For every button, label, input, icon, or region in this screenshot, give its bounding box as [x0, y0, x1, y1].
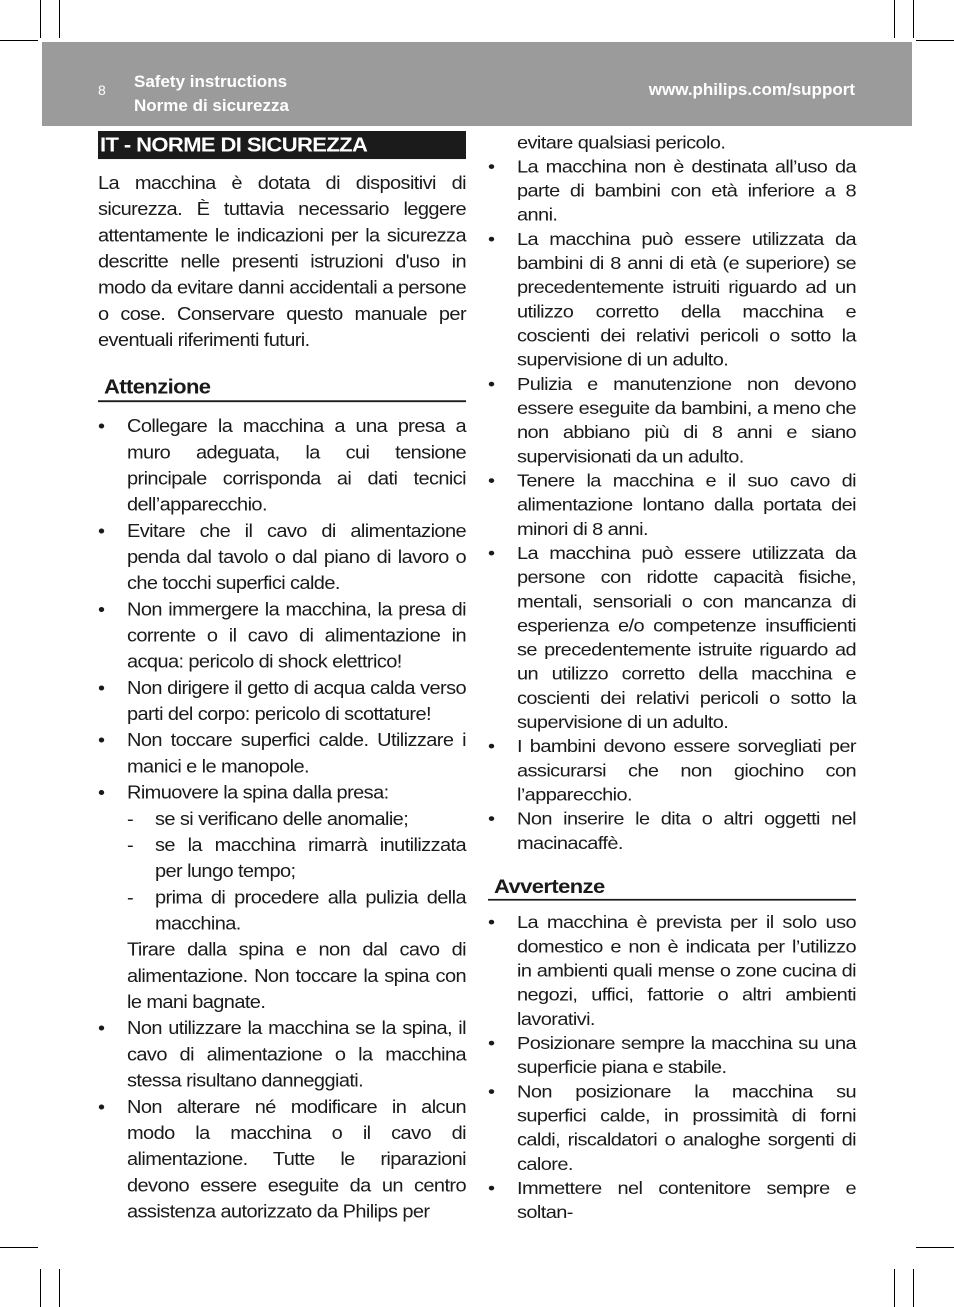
list-item: • Evitare che il cavo di alimentazione penda dal tavolo o dal piano di lavoro o che tocchi superfici calde.	[98, 518, 466, 597]
support-url[interactable]: www.philips.com/support	[648, 80, 855, 99]
left-column	[98, 131, 466, 1225]
crop-mark	[913, 0, 914, 38]
sub-list-item: - se la macchina rimarrà inutilizzata per lungo tempo;	[127, 832, 466, 884]
list-item: • Immettere nel contenitore sempre e soltan-	[488, 1177, 856, 1225]
crop-mark	[894, 1269, 895, 1307]
header-title-en: Safety instructions	[134, 72, 288, 91]
sub-note: Tirare dalla spina e non dal cavo di alimentazione. Non toccare la spina con le mani bagnate.	[127, 939, 466, 1013]
crop-mark	[894, 0, 895, 38]
sub-list-item: - prima di procedere alla pulizia della macchina.	[127, 885, 466, 937]
page-number: 8	[98, 82, 106, 98]
intro-paragraph: La macchina è dotata di dispositivi di sicurezza. È tuttavia necessario leggere attentamente le indicazioni per la sicurezza descritte nelle presenti istruzioni d'uso in modo da evitare danni accidentali a persone o cose. Conservare questo manuale per eventuali riferimenti futuri.	[98, 173, 466, 351]
crop-mark	[0, 40, 38, 41]
section-title: IT - NORME DI SICUREZZA	[98, 131, 466, 159]
right-column	[488, 131, 856, 1225]
list-item: • La macchina può essere utilizzata da bambini di 8 anni di età (e superiore) se precedentemente istruiti riguardo ad un utilizzo corretto della macchina e coscienti dei relativi pericoli o sotto la supervisione di un adulto.	[488, 228, 856, 373]
list-item: • La macchina non è destinata all’uso da parte di bambini con età inferiore a 8 anni.	[488, 155, 856, 227]
crop-mark	[0, 1247, 38, 1248]
list-item: • La macchina può essere utilizzata da persone con ridotte capacità fisiche, mentali, sensoriali o con mancanza di esperienza e/o competenze insufficienti se precedentemente istruite riguardo ad un utilizzo corretto della macchina e coscienti dei relativi pericoli o sotto la supervisione di un adulto.	[488, 542, 856, 735]
list-item: • Non immergere la macchina, la presa di corrente o il cavo di alimentazione in acqua: pericolo di shock elettrico!	[98, 597, 466, 676]
crop-mark	[916, 40, 954, 41]
list-item: • Non inserire le dita o altri oggetti nel macinacaffè.	[488, 807, 856, 855]
attenzione-list	[98, 413, 466, 1225]
list-item: • Non toccare superfici calde. Utilizzare i manici e le manopole.	[98, 728, 466, 780]
avvertenze-heading: Avvertenze	[488, 875, 856, 901]
sub-list	[127, 806, 466, 937]
crop-mark	[59, 1269, 60, 1307]
attenzione-heading: Attenzione	[98, 374, 466, 402]
list-item-text: Rimuovere la spina dalla presa:	[127, 782, 389, 804]
list-item: • Non posizionare la macchina su superfici calde, in prossimità di forni caldi, riscaldatori o analoghe sorgenti di calore.	[488, 1080, 856, 1177]
crop-mark	[916, 1247, 954, 1248]
header-titles	[134, 70, 289, 118]
list-item: • Posizionare sempre la macchina su una superficie piana e stabile.	[488, 1032, 856, 1080]
crop-mark	[913, 1269, 914, 1307]
sub-list-item: - se si verificano delle anomalie;	[127, 806, 466, 832]
list-item-with-sublist	[98, 780, 466, 1016]
list-item: • I bambini devono essere sorvegliati per assicurarsi che non giochino con l’apparecchio.	[488, 735, 856, 807]
list-item: • Collegare la macchina a una presa a muro adeguata, la cui tensione principale corrisponda ai dati tecnici dell’apparecchio.	[98, 413, 466, 518]
list-item: • Non utilizzare la macchina se la spina, il cavo di alimentazione o la macchina stessa risultano danneggiati.	[98, 1016, 466, 1095]
crop-mark	[40, 0, 41, 38]
list-item: • Non dirigere il getto di acqua calda verso parti del corpo: pericolo di scottature!	[98, 675, 466, 727]
crop-mark	[40, 1269, 41, 1307]
avvertenze-list	[488, 911, 856, 1225]
list-item: • La macchina è prevista per il solo uso domestico e non è indicata per l’utilizzo in ambienti quali mense o zone cucina di negozi, uffici, fattorie o altri ambienti lavorativi.	[488, 911, 856, 1032]
header-title-it: Norme di sicurezza	[134, 96, 289, 115]
continued-text: evitare qualsiasi pericolo.	[517, 133, 726, 153]
crop-mark	[59, 0, 60, 38]
list-item: • Tenere la macchina e il suo cavo di alimentazione lontano dalla portata dei minori di 8 anni.	[488, 469, 856, 541]
page-header	[42, 42, 912, 126]
list-item: • Pulizia e manutenzione non devono essere eseguite da bambini, a meno che non abbiano più di 8 anni e siano supervisionati da un adulto.	[488, 373, 856, 470]
children-safety-list	[488, 155, 856, 856]
list-item: • Non alterare né modificare in alcun modo la macchina o il cavo di alimentazione. Tutte le riparazioni devono essere eseguite da un centro assistenza autorizzato da Philips per	[98, 1094, 466, 1225]
